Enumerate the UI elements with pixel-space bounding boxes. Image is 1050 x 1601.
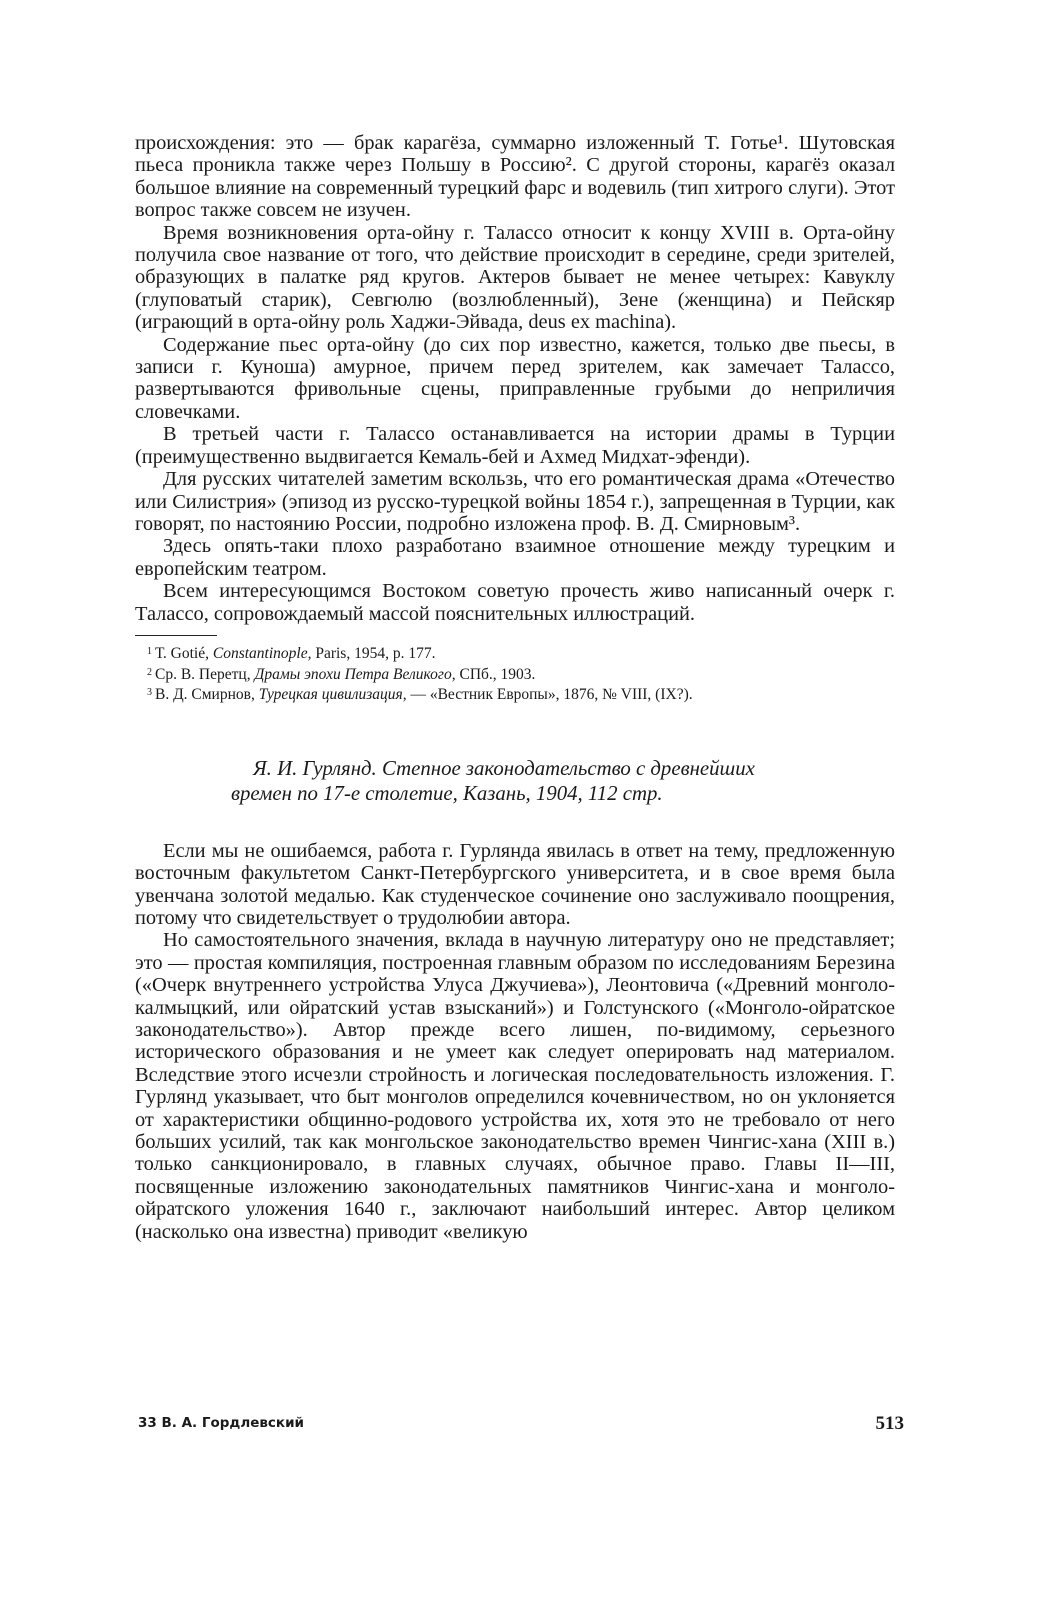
footnote-text: В. Д. Смирнов, <box>155 686 259 704</box>
footnote <box>135 644 895 665</box>
footnote-text: — «Вестник Европы», 1876, № VIII, (IX?). <box>406 686 693 704</box>
paragraph: Время возникновения орта-ойну г. Талассо относит к концу XVIII в. Орта-ойну получила свое название от того, что действие происходит в середине, среди зрителей, образующих в палатке ряд кругов. Актеров бывает не менее четырех: Кавуклу (глуповатый старик), Севгюлю (возлюбленный), Зене (женщина) и Пеӣскяр (играющий в орта-ойну роль Хаджи-Эйвада, deus ex machina). <box>135 221 895 334</box>
footnote-text: Paris, 1954, p. 177. <box>311 644 436 662</box>
review-heading <box>135 756 895 806</box>
paragraph: Всем интересующимся Востоком советую прочесть живо написанный очерк г. Талассо, сопровождаемый массой пояснительных иллюстраций. <box>135 580 895 625</box>
footnote <box>135 665 895 686</box>
paragraph: происхождения: это — брак карагёза, суммарно изложенный Т. Готье¹. Шутовская пьеса проникла также через Польшу в Россию². С другой стороны, карагёз оказал большое влияние на современный турецкий фарс и водевиль (тип хитрого слуги). Этот вопрос также совсем не изучен. <box>135 132 895 222</box>
footnote-text: Ср. В. Перетц, <box>155 665 255 683</box>
paragraph: Если мы не ошибаемся, работа г. Гурлянда явилась в ответ на тему, предложенную восточным факультетом Санкт-Петербургского университета, и в свое время была увенчана золотой медалью. Как студенческое сочинение оно заслуживало поощрения, потому что свидетельствует о трудолюбии автора. <box>135 839 895 929</box>
paragraph: Для русских читателей заметим вскользь, что его романтическая драма «Отечество или Силистрия» (эпизод из русско-турецкой войны 1854 г.), запрещенная в Турции, как говорят, по настоянию России, подробно изложена проф. В. Д. Смирновым³. <box>135 468 895 535</box>
paragraph: Но самостоятельного значения, вклада в научную литературу оно не представляет; это — простая компиляция, построенная главным образом по исследованиям Березина («Очерк внутреннего устройства Улуса Джучиева»), Леонтовича («Древний монголо-калмыцкий, или ойратский устав взысканий») и Голстунского («Монголо-ойратское законодательство»). Автор прежде всего лишен, по-видимому, серьезного исторического образования и не умеет как следует оперировать над материалом. Вследствие этого исчезли стройность и логическая последовательность изложения. Г. Гурлянд указывает, что быт монголов определился кочевничеством, но он уклоняется от характеристики общинно-родового устройства их, хотя это не требовало от него больших усилий, так как монгольское законодательство времен Чингис-хана (XIII в.) только санкционировало, в главных случаях, обычное право. Главы II—III, посвященные изложению законодательных памятников Чингис-хана и монголо-ойратского уложения 1640 г., заключают наибольший интерес. Автор целиком (насколько она известна) приводит «великую <box>135 929 895 1243</box>
signature-mark: 33 В. А. Гордлевский <box>138 1415 304 1431</box>
footnote-title: Constantinople, <box>212 644 312 662</box>
footnote-number: 3 <box>147 687 152 699</box>
page-body <box>135 132 895 1243</box>
paragraph: Содержание пьес орта-ойну (до сих пор известно, кажется, только две пьесы, в записи г. Куноша) амурное, причем перед зрителем, как замечает Талассо, развертываются фривольные сцены, приправленные грубыми до неприличия словечками. <box>135 333 895 423</box>
footnote-title: Турецкая цивилизация, <box>258 686 407 704</box>
paragraph: Здесь опять-таки плохо разработано взаимное отношение между турецким и европейским театром. <box>135 535 895 580</box>
footnote-separator <box>135 635 217 636</box>
paragraph: В третьей части г. Талассо останавливается на истории драмы в Турции (преимущественно выдвигается Кемаль-бей и Ахмед Мидхат-эфенди). <box>135 423 895 468</box>
footnote-text: Т. Gotié, <box>155 644 213 662</box>
footnote <box>135 685 895 706</box>
footnote-text: СПб., 1903. <box>455 665 536 683</box>
footnote-number: 1 <box>147 645 152 657</box>
footnote-title: Драмы эпохи Петра Великого, <box>254 665 456 683</box>
review-heading-line: Я. И. Гурлянд. Степное законодательство с древнейших <box>253 756 755 780</box>
review-heading-line: времен по 17-е столетие, Казань, 1904, 112 стр. <box>231 781 663 805</box>
page-number: 513 <box>875 1413 904 1434</box>
footnote-number: 2 <box>147 666 152 678</box>
